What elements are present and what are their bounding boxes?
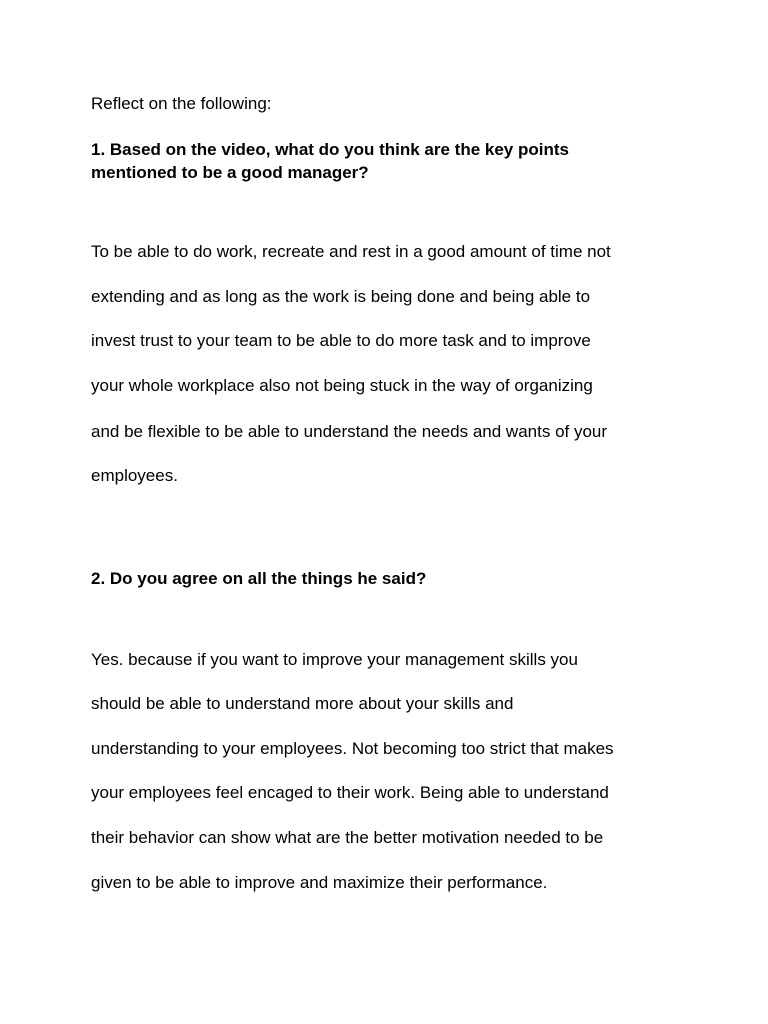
answer-2-line: given to be able to improve and maximize their performance. xyxy=(91,873,548,892)
answer-2-line: understanding to your employees. Not becoming too strict that makes xyxy=(91,739,614,758)
answer-1-line: your whole workplace also not being stuck in the way of organizing xyxy=(91,376,593,395)
answer-1-line: invest trust to your team to be able to do more task and to improve xyxy=(91,331,591,350)
question-2-line: 2. Do you agree on all the things he said? xyxy=(91,569,427,588)
question-2-heading xyxy=(91,567,691,590)
answer-2-line: should be able to understand more about your skills and xyxy=(91,694,514,713)
answer-2-line: their behavior can show what are the better motivation needed to be xyxy=(91,828,604,847)
answer-1-line: employees. xyxy=(91,466,178,485)
intro-text: Reflect on the following: xyxy=(91,94,272,113)
answer-1-line: and be flexible to be able to understand the needs and wants of your xyxy=(91,422,608,441)
answer-2-line: Yes. because if you want to improve your management skills you xyxy=(91,650,578,669)
answer-1-line: extending and as long as the work is being done and being able to xyxy=(91,287,591,306)
question-1-line: mentioned to be a good manager? xyxy=(91,163,369,182)
question-1-line: 1. Based on the video, what do you think are the key points xyxy=(91,140,569,159)
answer-2-line: your employees feel encaged to their work. Being able to understand xyxy=(91,783,609,802)
question-1-heading xyxy=(91,138,691,184)
answer-1-line: To be able to do work, recreate and rest in a good amount of time not xyxy=(91,242,611,261)
